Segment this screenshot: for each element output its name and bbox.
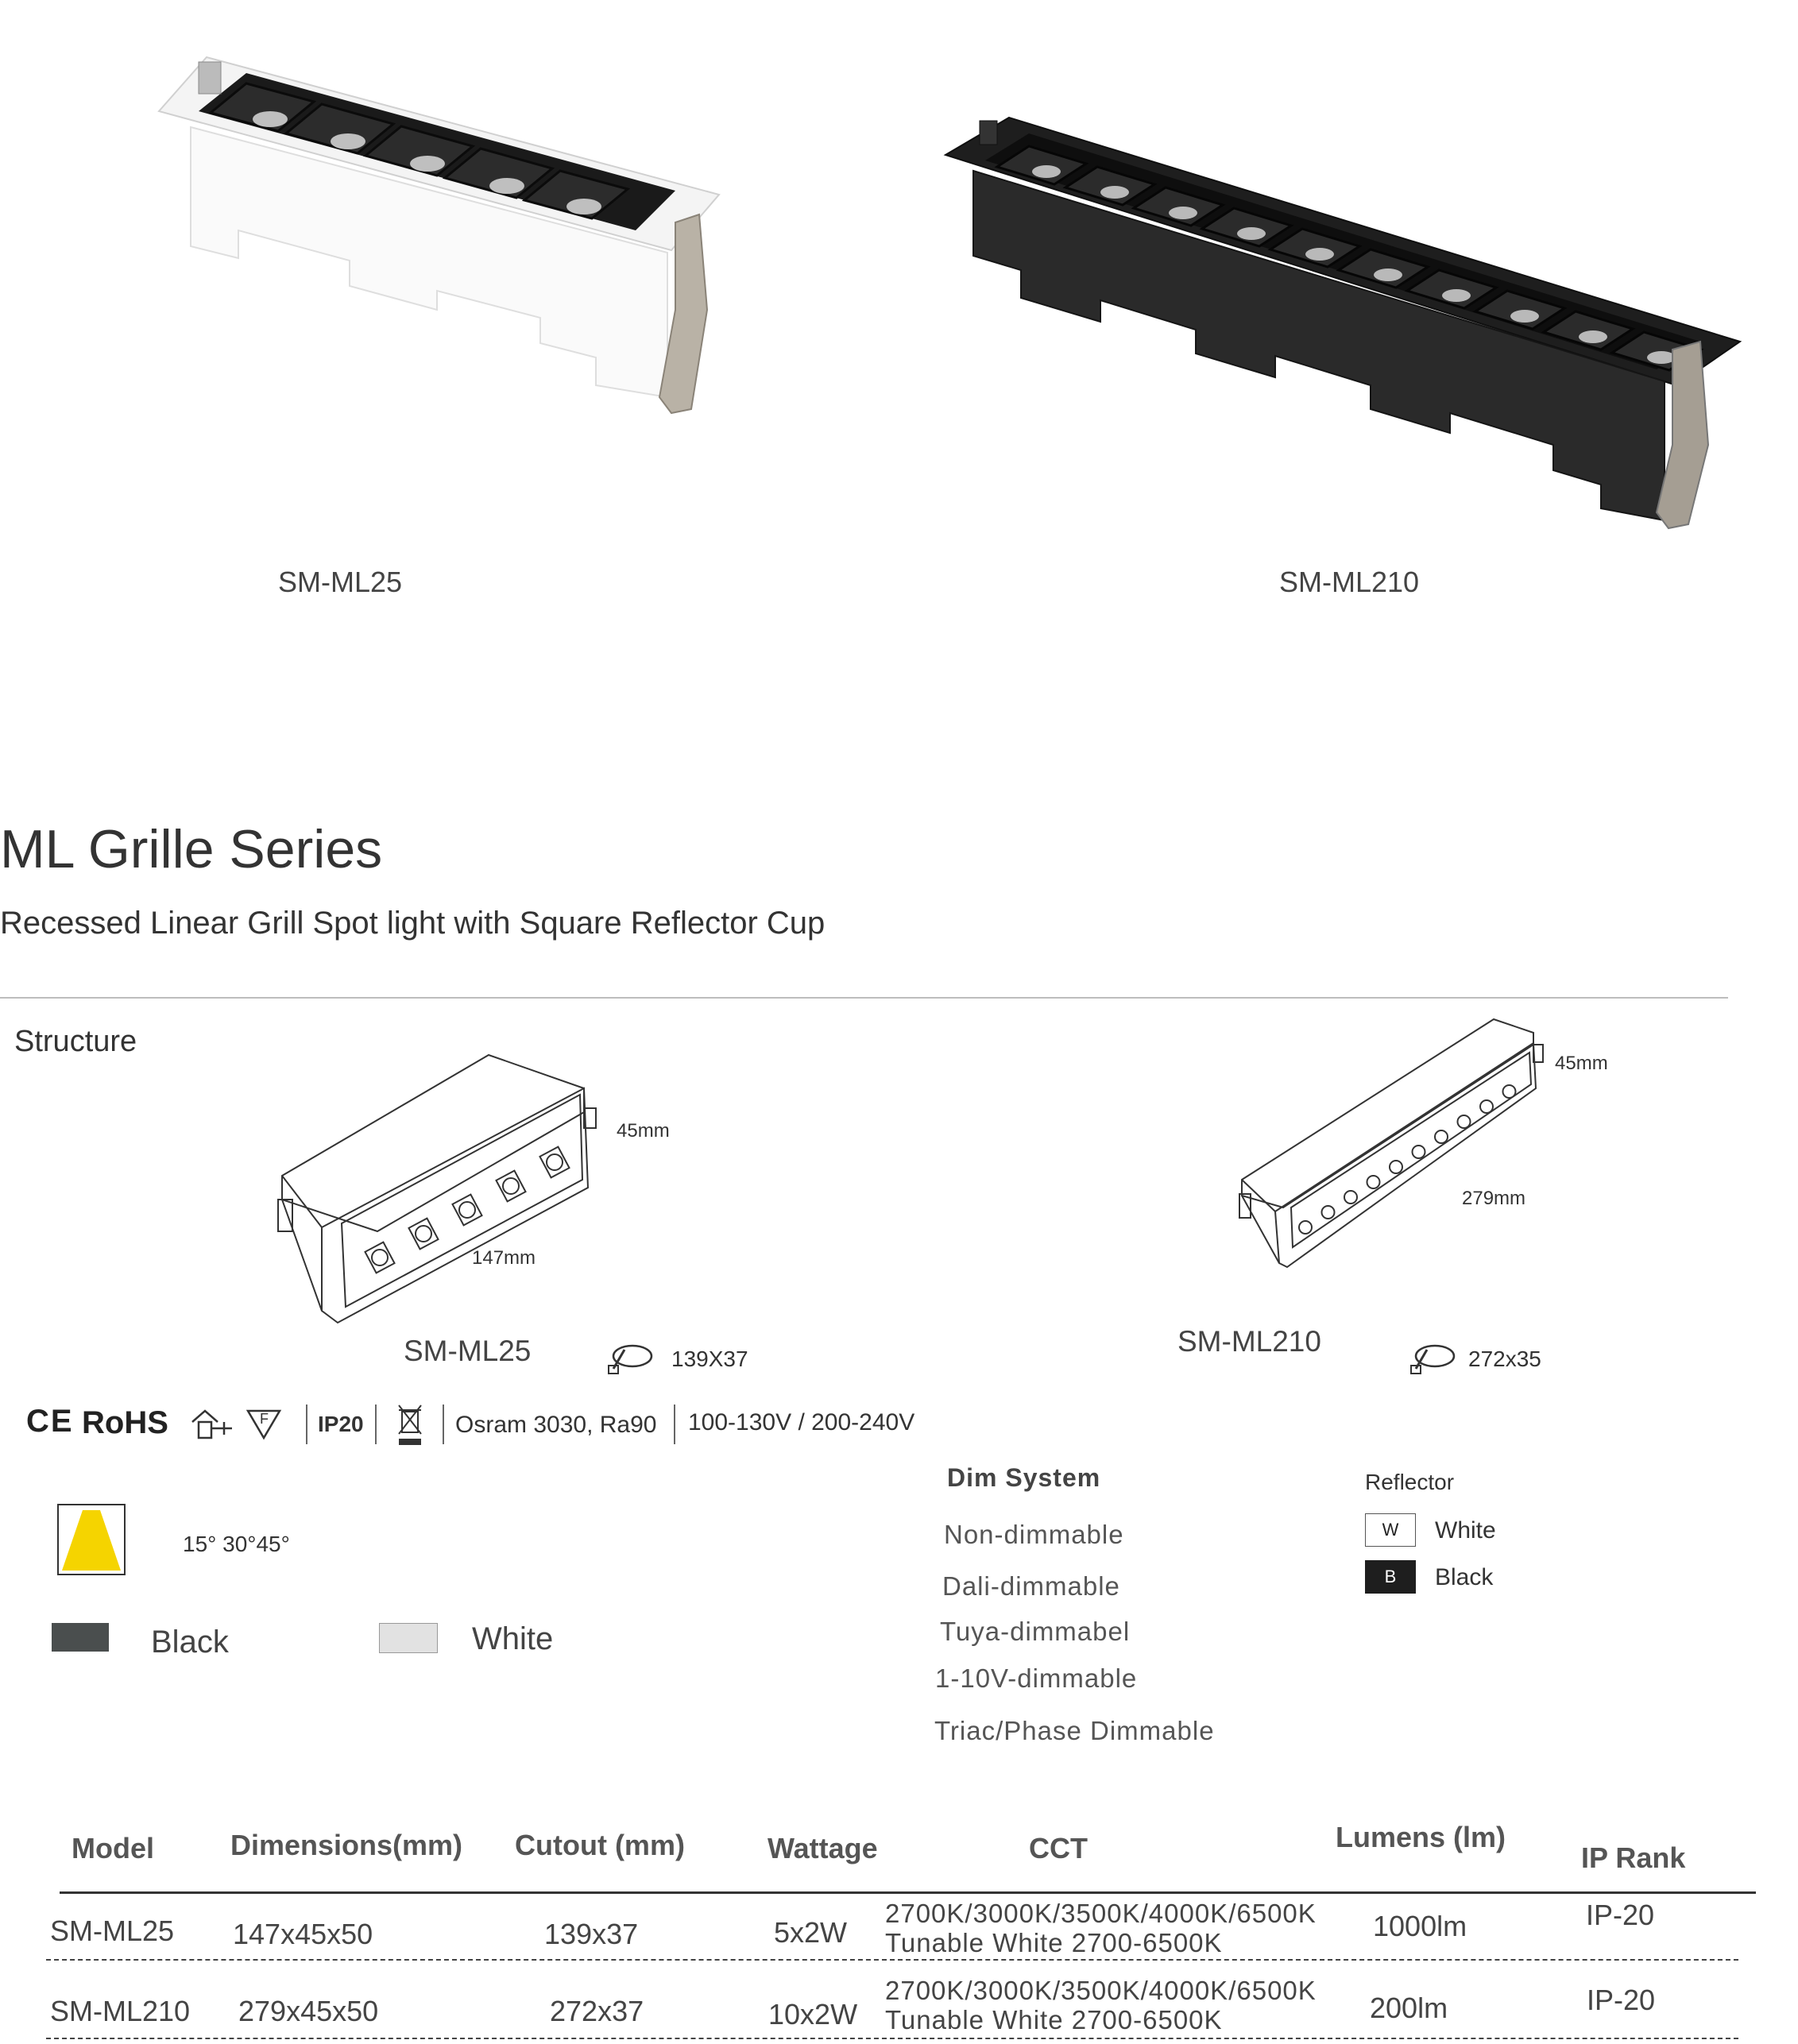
- page-title: ML Grille Series: [0, 819, 383, 879]
- separator: [306, 1405, 307, 1444]
- cutout-size-sm-ml25: 139X37: [671, 1347, 748, 1371]
- beam-angle-box: [57, 1504, 126, 1575]
- drawing-cell: [1344, 1191, 1357, 1204]
- cell-cutout: 272x37: [550, 1995, 644, 2027]
- cell-cct-line2: Tunable White 2700-6500K: [885, 2005, 1223, 2034]
- column-header-cct: CCT: [1029, 1832, 1088, 1864]
- column-header-cutout: Cutout (mm): [515, 1829, 685, 1861]
- finish-label-white: White: [472, 1621, 554, 1656]
- finish-label-black: Black: [151, 1625, 229, 1660]
- column-header-ip-rank: IP Rank: [1581, 1841, 1686, 1874]
- cutout-icon: [604, 1339, 655, 1377]
- voltage-range: 100-130V / 200-240V: [688, 1409, 915, 1435]
- led-chip: [1032, 165, 1061, 178]
- drawing-cell: [1322, 1206, 1335, 1219]
- cell-wattage: 5x2W: [774, 1916, 848, 1949]
- f-mark-letter: F: [260, 1411, 269, 1427]
- cutout-size-sm-ml210: 272x35: [1468, 1347, 1541, 1371]
- beam-cone: [62, 1510, 121, 1571]
- led-chip: [1510, 310, 1539, 323]
- table-header-rule: [60, 1891, 1756, 1894]
- led-source: Osram 3030, Ra90: [455, 1412, 657, 1438]
- led-chip: [1647, 351, 1676, 364]
- length-dimension-sm-ml210: 279mm: [1462, 1188, 1526, 1209]
- drawing-cell: [1367, 1176, 1380, 1188]
- column-header-dimensions: Dimensions(mm): [230, 1829, 463, 1861]
- cell-dimensions: 147x45x50: [233, 1918, 373, 1950]
- dim-option: Dali-dimmable: [942, 1571, 1120, 1601]
- cutout-icon: [1406, 1339, 1457, 1377]
- cell-ip: IP-20: [1587, 1984, 1656, 2016]
- cell-cct-line1: 2700K/3000K/3500K/4000K/6500K: [885, 1976, 1317, 2005]
- led-chip: [1579, 330, 1607, 343]
- column-header-wattage: Wattage: [768, 1832, 878, 1864]
- led-chip: [1442, 289, 1471, 302]
- row-divider: [46, 2038, 1738, 2039]
- cell-dimensions: 279x45x50: [238, 1995, 379, 2027]
- drawing-cell: [1435, 1130, 1448, 1143]
- structure-model-sm-ml25: SM-ML25: [404, 1335, 532, 1367]
- reflector-code-black: B: [1365, 1560, 1416, 1594]
- led-chip: [1305, 248, 1334, 261]
- cell-wattage: 10x2W: [768, 1998, 858, 2030]
- drawing-cell: [1458, 1115, 1471, 1128]
- cell-cct-line1: 2700K/3000K/3500K/4000K/6500K: [885, 1899, 1317, 1928]
- drawing-cell: [1480, 1100, 1493, 1113]
- reflector-code-white: W: [1365, 1513, 1416, 1547]
- cell-cct-line2: Tunable White 2700-6500K: [885, 1928, 1223, 1957]
- ce-mark: CE: [26, 1404, 74, 1439]
- rohs-mark: RoHS: [82, 1405, 168, 1440]
- dim-option: 1-10V-dimmable: [935, 1663, 1138, 1693]
- product-caption-sm-ml210: SM-ML210: [1279, 566, 1420, 598]
- height-dimension-sm-ml25: 45mm: [617, 1120, 670, 1142]
- drawing-cell: [1390, 1161, 1402, 1173]
- product-photo-sm-ml25: [151, 48, 723, 429]
- weee-bin-icon: [396, 1402, 424, 1448]
- divider: [0, 997, 1728, 999]
- structure-label: Structure: [14, 1025, 137, 1058]
- structure-model-sm-ml210: SM-ML210: [1177, 1325, 1321, 1358]
- column-header-model: Model: [72, 1832, 154, 1864]
- beam-angle-icon: [59, 1505, 124, 1574]
- product-caption-sm-ml25: SM-ML25: [278, 566, 403, 598]
- page-subtitle: Recessed Linear Grill Spot light with Square Reflector Cup: [0, 906, 826, 941]
- cell-model: SM-ML25: [50, 1915, 175, 1947]
- led-chip: [1100, 186, 1129, 199]
- drawing-cell: [1299, 1221, 1312, 1234]
- separator: [375, 1405, 377, 1444]
- dim-option: Non-dimmable: [944, 1520, 1124, 1549]
- cell-ip: IP-20: [1586, 1899, 1655, 1931]
- reflector-heading: Reflector: [1365, 1470, 1455, 1494]
- led-chip: [1374, 269, 1402, 281]
- led-chip: [1237, 227, 1266, 240]
- dim-option: Tuya-dimmabel: [940, 1617, 1131, 1646]
- finish-swatch-white: [379, 1623, 438, 1653]
- drawing-cell: [1413, 1146, 1425, 1158]
- structure-drawing-sm-ml210: [1235, 1013, 1553, 1275]
- cell-cutout: 139x37: [544, 1918, 639, 1950]
- height-dimension-sm-ml210: 45mm: [1555, 1053, 1608, 1074]
- reflector-label-white: White: [1435, 1517, 1496, 1544]
- structure-drawing-sm-ml25: [274, 1049, 608, 1327]
- row-divider: [46, 1959, 1738, 1961]
- finish-swatch-black: [52, 1623, 109, 1652]
- ip-rating-badge: IP20: [318, 1412, 364, 1436]
- dim-system-heading: Dim System: [947, 1463, 1101, 1492]
- cell-lumens: 1000lm: [1373, 1910, 1467, 1942]
- separator: [674, 1405, 675, 1444]
- drawing-cell: [1503, 1085, 1516, 1098]
- led-chip: [1169, 207, 1197, 219]
- cell-model: SM-ML210: [50, 1995, 191, 2027]
- length-dimension-sm-ml25: 147mm: [472, 1247, 536, 1269]
- separator: [443, 1405, 444, 1444]
- class-ii-icon: [189, 1406, 235, 1443]
- column-header-lumens: Lumens (lm): [1336, 1821, 1506, 1853]
- reflector-label-black: Black: [1435, 1564, 1494, 1590]
- dim-option: Triac/Phase Dimmable: [934, 1716, 1215, 1745]
- cell-lumens: 200lm: [1370, 1992, 1448, 2024]
- beam-angles: 15° 30°45°: [183, 1532, 290, 1556]
- product-photo-sm-ml210: [942, 111, 1744, 540]
